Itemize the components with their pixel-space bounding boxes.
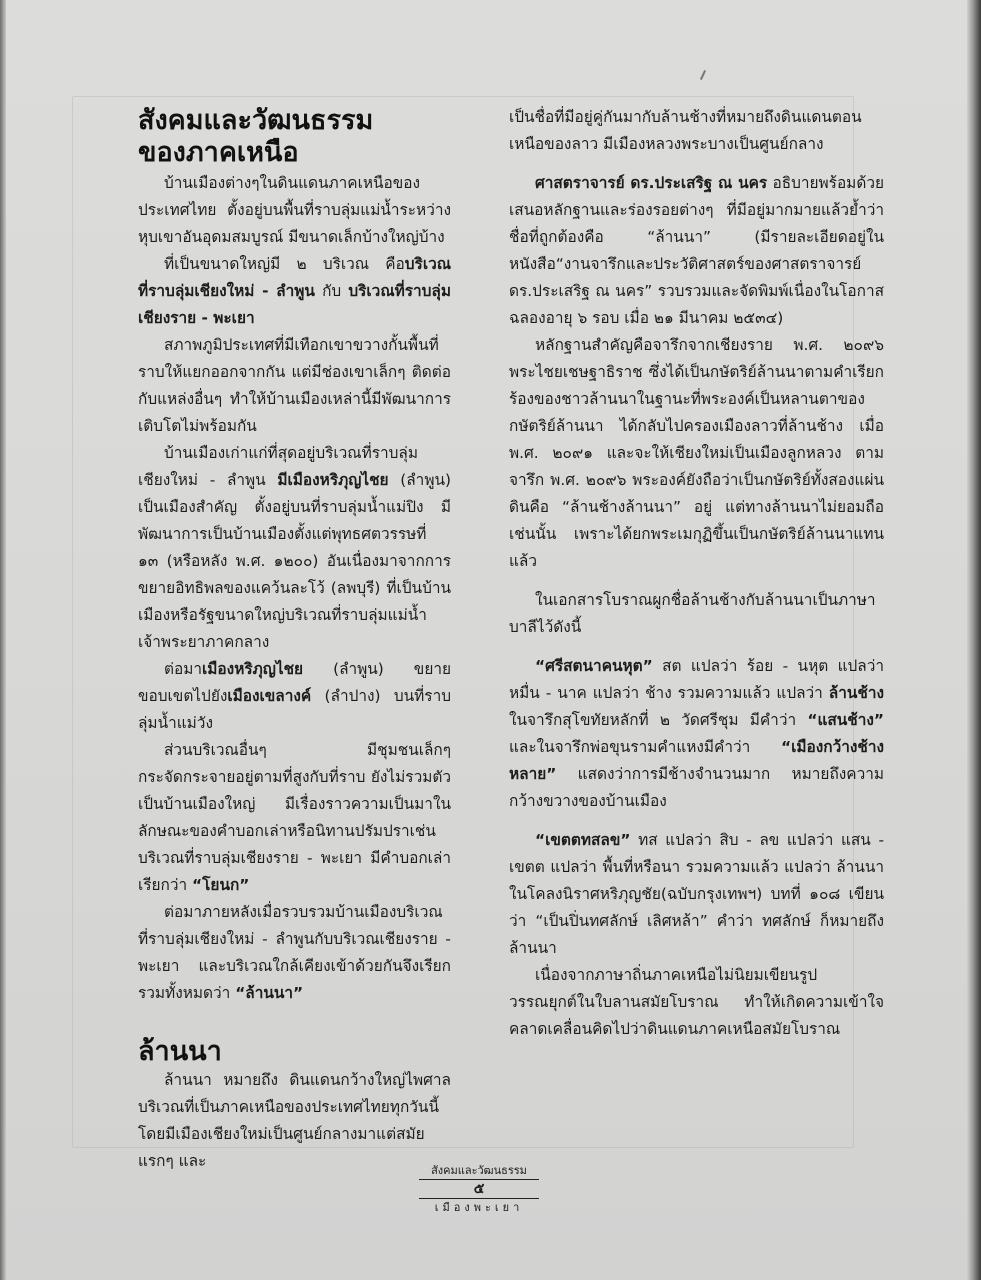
title-line-2: ของภาคเหนือ	[138, 137, 299, 167]
text-run: ในเอกสารโบราณผูกชื่อล้านช้างกับล้านนาเป็นภาษาบาลีไว้ดังนี้	[509, 591, 876, 636]
text-run: บ้านเมืองต่างๆในดินแดนภาคเหนือของประเทศไทย ตั้งอยู่บนพื้นที่ราบลุ่มแม่น้ำระหว่างหุบเขาอันอุดมสมบูรณ์ มีขนาดเล็กบ้างใหญ่บ้าง	[138, 174, 451, 246]
text-run: (ลำพูน) เป็นเมืองสำคัญ ตั้งอยู่บนที่ราบลุ่มน้ำแม่ปิง มีพัฒนาการเป็นบ้านเมืองตั้งแต่พุทธศตวรรษที่ ๑๓ (หรือหลัง พ.ศ. ๑๒๐๐) อันเนื่องมาจากการขยายอิทธิพลของแคว้นละโว้ (ลพบุรี) ที่เป็นบ้านเมืองหรือรัฐขนาดใหญ่บริเวณที่ราบลุ่มแม่น้ำเจ้าพระยาภาคกลาง	[138, 471, 451, 651]
stray-pen-mark	[700, 70, 706, 80]
bold-term: “แสนช้าง”	[807, 711, 884, 729]
text-run: เป็นชื่อที่มีอยู่คู่กันมากับล้านช้างที่หมายถึงดินแดนตอนเหนือของลาว มีเมืองหลวงพระบางเป็นศูนย์กลาง	[509, 108, 862, 153]
text-run: สต แปลว่า ร้อย - นหุต แปลว่า หมื่น - นาค แปลว่า ช้าง รวมความแล้ว แปลว่า	[509, 657, 884, 702]
text-run: หลักฐานสำคัญคือจารึกจากเชียงราย พ.ศ. ๒๐๙๖ พระไชยเชษฐาธิราช ซึ่งได้เป็นกษัตริย์ล้านนาตามคำเรียกร้องของชาวล้านนาในฐานะที่พระองค์เป็นหลานตาของกษัตริย์ล้านนา ได้กลับไปครองเมืองลาวที่ล้านช้าง เมื่อ พ.ศ. ๒๐๙๑ และจะให้เชียงใหม่เป็นเมืองลูกหลวง ตามจารึก พ.ศ. ๒๐๙๖ พระองค์ยังถือว่าเป็นกษัตริย์ทั้งสองแผ่นดินคือ “ล้านช้างล้านนา” อยู่ แต่ทางล้านนาไม่ยอมถือเช่นนั้น เพราะได้ยกพระเมกุฏิขึ้นเป็นกษัตริย์ล้านนาแทนแล้ว	[509, 336, 884, 570]
text-run: บ้านเมืองเก่าแก่ที่สุดอยู่บริเวณที่ราบลุ่มเชียงใหม่ - ลำพูน	[138, 444, 418, 489]
text-run: และในจารึกพ่อขุนรามคำแหงมีคำว่า	[509, 738, 781, 756]
footer-book-title: เมืองพะเยา	[434, 1201, 524, 1214]
title-line-1: สังคมและวัฒนธรรม	[138, 105, 374, 135]
left-paragraphs	[138, 170, 451, 1007]
bold-term: เมืองเขลางค์	[227, 687, 312, 705]
left-column	[138, 100, 451, 1175]
bold-term: มีเมืองหริภุญไชย	[277, 471, 389, 489]
bold-term: “ศรีสตนาคนหุต”	[535, 657, 653, 675]
bold-term: ศาสตราจารย์ ดร.ประเสริฐ ณ นคร	[535, 174, 768, 192]
page-number: ๕	[419, 1180, 539, 1199]
paragraph	[509, 587, 884, 641]
text-run: อธิบายพร้อมด้วยเสนอหลักฐานและร่องรอยต่างๆ ที่มีอยู่มากมายแล้วย้ำว่าชื่อที่ถูกต้องคือ “ล้านนา” (มีรายละเอียดอยู่ในหนังสือ“งานจารึกและประวัติศาสตร์ของศาสตราจารย์ ดร.ประเสริฐ ณ นคร” รวบรวมและจัดพิมพ์เนื่องในโอกาสฉลองอายุ ๖ รอบ เมื่อ ๒๑ มีนาคม ๒๕๓๔)	[509, 174, 884, 327]
paragraph	[509, 332, 884, 575]
text-run: ในจารึกสุโขทัยหลักที่ ๒ วัดศรีชุม มีคำว่า	[509, 711, 808, 729]
section-heading-lanna: ล้านนา	[138, 1036, 222, 1066]
bold-term: ล้านช้าง	[828, 684, 884, 702]
text-run: ล้านนา หมายถึง ดินแดนกว้างใหญ่ไพศาลบริเวณที่เป็นภาคเหนือของประเทศไทยทุกวันนี้ โดยมีเมืองเชียงใหม่เป็นศูนย์กลางมาแต่สมัยแรกๆ และ	[138, 1071, 451, 1170]
bold-term: “โยนก”	[192, 876, 250, 894]
bold-term: บริเวณที่ราบลุ่มเชียงราย - พะเยา	[138, 282, 451, 327]
bold-term: “เขตตทสลข”	[535, 831, 631, 849]
footer-series-title: สังคมและวัฒนธรรม	[419, 1163, 539, 1180]
paragraph	[509, 170, 884, 332]
paragraph	[138, 899, 451, 1007]
text-run: ต่อมา	[164, 660, 203, 678]
text-run: ส่วนบริเวณอื่นๆ มีชุมชนเล็กๆ กระจัดกระจายอยู่ตามที่สูงกับที่ราบ ยังไม่รวมตัวเป็นบ้านเมืองใหญ่ มีเรื่องราวความเป็นมาในลักษณะของคำบอกเล่าหรือนิทานปรัมปราเช่น บริเวณที่ราบลุ่มเชียงราย - พะเยา มีคำบอกเล่าเรียกว่า	[138, 741, 451, 894]
text-run: (ลำปาง) บนที่ราบลุ่มน้ำแม่วัง	[138, 687, 451, 732]
paragraph	[509, 962, 884, 1043]
paragraph	[138, 1067, 451, 1175]
paragraph	[138, 656, 451, 737]
lanna-section-paragraphs	[138, 1067, 451, 1175]
text-run: (ลำพูน) ขยายขอบเขตไปยัง	[138, 660, 451, 705]
text-run: ทส แปลว่า สิบ - ลข แปลว่า แสน - เขตต แปลว่า พื้นที่หรือนา รวมความแล้ว แปลว่า ล้านนา ในโคลงนิราศหริภุญชัย(ฉบับกรุงเทพฯ) บทที่ ๑๐๘ เขียนว่า “เป็นปิ่นทศลักษ์ เลิศหล้า” คำว่า ทศลักษ์ ก็หมายถึง ล้านนา	[509, 831, 884, 957]
paragraph	[138, 737, 451, 899]
bold-term: บริเวณที่ราบลุ่มเชียงใหม่ - ลำพูน	[138, 255, 451, 300]
bold-term: “เมืองกว้างช้างหลาย”	[509, 738, 884, 783]
paragraph	[509, 104, 884, 158]
paragraph	[138, 170, 451, 251]
right-column	[509, 104, 884, 1043]
text-run: แสดงว่าการมีช้างจำนวนมาก หมายถึงความกว้างขวางของบ้านเมือง	[509, 765, 884, 810]
bold-term: “ล้านนา”	[235, 984, 304, 1002]
bold-term: เมืองหริภุญไชย	[202, 660, 304, 678]
paragraph	[138, 440, 451, 656]
text-run: ต่อมาภายหลังเมื่อรวบรวมบ้านเมืองบริเวณที่ราบลุ่มเชียงใหม่ - ลำพูนกับบริเวณเชียงราย - พะเยา และบริเวณใกล้เคียงเข้าด้วยกันจึงเรียกรวมทั้งหมดว่า	[138, 903, 451, 1002]
text-run: เนื่องจากภาษาถิ่นภาคเหนือไม่นิยมเขียนรูปวรรณยุกต์ในใบลานสมัยโบราณ ทำให้เกิดความเข้าใจคลาดเคลื่อนคิดไปว่าดินแดนภาคเหนือสมัยโบราณ	[509, 966, 884, 1038]
page-footer	[419, 1163, 539, 1217]
paragraph	[138, 251, 451, 332]
paragraph	[138, 332, 451, 440]
page-title	[138, 104, 451, 168]
text-run: กับ	[314, 282, 349, 300]
right-paragraphs	[509, 104, 884, 1043]
paragraph	[509, 827, 884, 962]
text-run: สภาพภูมิประเทศที่มีเทือกเขาขวางกั้นพื้นที่ราบให้แยกออกจากกัน แต่มีช่องเขาเล็กๆ ติดต่อกับแหล่งอื่นๆ ทำให้บ้านเมืองเหล่านี้มีพัฒนาการเติบโตไม่พร้อมกัน	[138, 336, 451, 435]
text-run: ที่เป็นขนาดใหญ่มี ๒ บริเวณ คือ	[164, 255, 405, 273]
paragraph	[509, 653, 884, 815]
